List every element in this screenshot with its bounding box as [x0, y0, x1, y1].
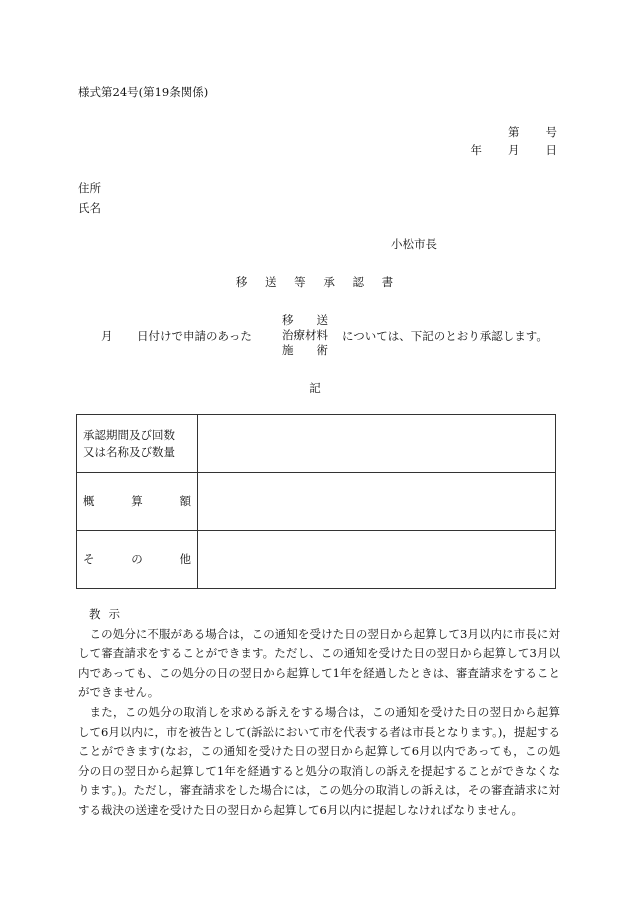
label-line: 又は名称及び数量 [83, 444, 175, 459]
document-title: 移 送 等 承 認 書 [235, 275, 395, 289]
label-char: 他 [179, 552, 191, 566]
document-number-prefix: 第 [508, 125, 520, 139]
document-number [508, 124, 557, 140]
table-label-other [77, 531, 198, 589]
label-char: 概 [83, 494, 95, 508]
label-char: 算 [131, 494, 143, 508]
treatment-options [282, 313, 328, 358]
table-row [77, 415, 556, 473]
table-value-estimated-amount [198, 473, 556, 531]
label-char: そ [83, 552, 95, 566]
table-label-period [77, 415, 198, 473]
label-line: 承認期間及び回数 [83, 427, 175, 442]
label-char: の [131, 552, 143, 566]
table-value-period [198, 415, 556, 473]
option-treatment-material: 治療材料 [282, 328, 328, 342]
name-label: 氏名 [78, 201, 101, 215]
body-month-label: 月 [101, 329, 113, 343]
notice-paragraph: この処分に不服がある場合は，この通知を受けた日の翌日から起算して3月以内に市長に対して審査請求をすることができます。ただし、この通知を受けた日の翌日から起算して3月以内であっても、この処分の日の翌日から起算して1年を経過したときは、審査請求をすることができません。 [78, 626, 560, 700]
address-label: 住所 [78, 181, 101, 195]
date-day: 日 [545, 143, 557, 157]
approval-table [76, 414, 556, 589]
table-label-estimated-amount [77, 473, 198, 531]
option-transport: 移 送 [282, 313, 328, 327]
table-row [77, 473, 556, 531]
notice-title: 教示 [89, 607, 128, 621]
issue-date [471, 142, 558, 158]
issuer-name: 小松市長 [391, 237, 437, 251]
notice-section [78, 605, 560, 821]
label-char: 額 [179, 494, 191, 508]
document-number-suffix: 号 [545, 125, 557, 139]
body-after-text: については、下記のとおり承認します。 [342, 329, 548, 343]
date-year: 年 [470, 143, 482, 157]
table-row [77, 531, 556, 589]
notice-paragraph: また，この処分の取消しを求める訴えをする場合は，この通知を受けた日の翌日から起算して6月以内に，市を被告として(訴訟において市を代表する者は市長となります。)，提起することができます(なお，この通知を受けた日の翌日から起算して6月以内であっても，この処分の日の翌日から起算して1年を経過すると処分の取消しの訴えを提起することができなくなります。)。ただし，審査請求をした場合には，この処分の取消しの訴えは，その審査請求に対する裁決の送達を受けた日の翌日から起算して6月以内に提起しなければなりません。 [78, 704, 560, 817]
date-month: 月 [508, 143, 520, 157]
form-label: 様式第24号(第19条関係) [78, 85, 209, 99]
ki-heading: 記 [309, 381, 321, 395]
option-procedure: 施 術 [282, 343, 328, 357]
body-day-text: 日付けで申請のあった [137, 329, 252, 343]
table-value-other [198, 531, 556, 589]
